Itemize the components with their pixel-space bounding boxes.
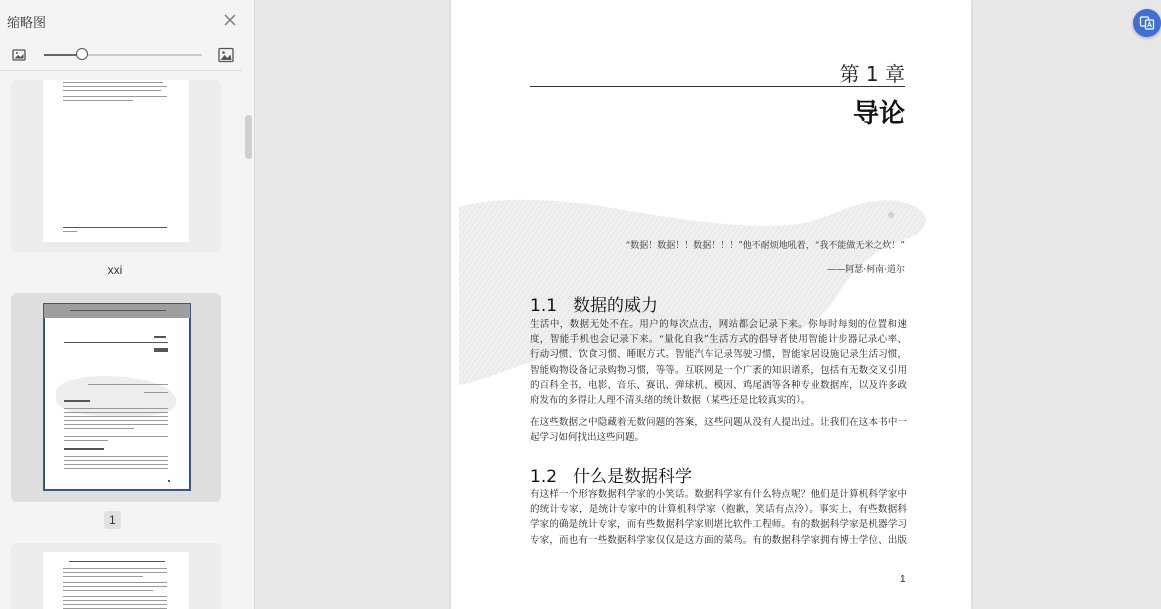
thumbnail-sidebar: [0, 0, 255, 609]
text-line: 学家的确是统计专家，而有些数据科学家则堪比软件工程师。有的数据科学家是机器学习: [530, 519, 907, 531]
paragraph: [530, 317, 907, 408]
epigraph-source: ——阿瑟·柯南·道尔: [827, 265, 905, 275]
text-line: 专家，而也有一些数据科学家仅仅是这方面的菜鸟。有的数据科学家拥有博士学位、出版: [530, 534, 907, 546]
section-number: 1.1: [530, 296, 558, 316]
thumbnail-page-image: [43, 552, 189, 609]
thumbnail-label: 1: [104, 511, 121, 529]
thumbnail-label: xxi: [107, 263, 123, 277]
section-heading: [530, 291, 658, 316]
close-icon[interactable]: [221, 11, 239, 29]
document-page: [451, 0, 971, 609]
sidebar-scrollbar[interactable]: [245, 115, 252, 159]
text-line: 有这样一个形容数据科学家的小笑话。数据科学家有什么特点呢？他们是计算机科学家中: [530, 489, 907, 500]
section-heading: [530, 462, 692, 487]
text-line: 府发布的多得让人理不清头绪的统计数据（某些还是比较真实的）。: [530, 395, 811, 407]
chapter-rule: [530, 86, 905, 87]
section-title: 数据的威力: [573, 296, 659, 316]
paragraph: [530, 415, 907, 445]
page-number: 1: [900, 574, 906, 585]
sidebar-title: 缩略图: [7, 15, 47, 30]
text-line: 生活中，数据无处不在。用户的每次点击，网站都会记录下来。你每时每刻的位置和速: [530, 319, 907, 330]
image-large-icon[interactable]: [217, 46, 235, 64]
translate-button[interactable]: [1133, 9, 1161, 37]
thumbnail-xxi[interactable]: [11, 80, 221, 252]
text-line: 智能购物设备记录购物习惯，等等。互联网是一个广袤的知识谱系，包括有无数交叉引用: [530, 364, 907, 376]
text-line: 行动习惯、饮食习惯、睡眠方式。智能汽车记录驾驶习惯，智能家居设施记录生活习惯，: [530, 349, 907, 361]
epigraph: “数据！数据！！数据！！！”他不耐烦地吼着，“我不能做无米之炊！”: [625, 241, 905, 251]
thumbnail-page-image: [43, 80, 189, 242]
image-small-icon[interactable]: [11, 47, 27, 63]
section-title: 什么是数据科学: [573, 467, 693, 487]
paragraph: [530, 487, 907, 548]
thumbnail-page-image: [43, 303, 191, 491]
thumbnail-1[interactable]: [11, 293, 221, 502]
thumbnail-zoom-toolbar: [0, 40, 242, 71]
section-number: 1.2: [530, 467, 558, 487]
text-line: 在这些数据之中隐藏着无数问题的答案，这些问题从没有人提出过。让我们在这本书中一: [530, 417, 907, 428]
zoom-slider[interactable]: [44, 54, 202, 56]
text-line: 的统计专家，是统计专家中的计算机科学家（抱歉，笑话有点冷）。事实上，有些数据科: [530, 504, 907, 516]
translate-icon: [1139, 15, 1155, 31]
thumbnail-2[interactable]: [11, 543, 221, 609]
chapter-title: 导论: [852, 99, 905, 129]
zoom-slider-handle[interactable]: [76, 48, 88, 60]
text-line: 起学习如何找出这些问题。: [530, 432, 645, 444]
text-line: 度，智能手机也会记录下来。“量化自我”生活方式的倡导者使用智能计步器记录心率、: [530, 334, 907, 346]
chapter-label: 第 1 章: [839, 62, 905, 86]
text-line: 的百科全书，电影、音乐、赛讯、弹球机、模因、鸡尾酒等各种专业数据库，以及许多政: [530, 379, 907, 391]
